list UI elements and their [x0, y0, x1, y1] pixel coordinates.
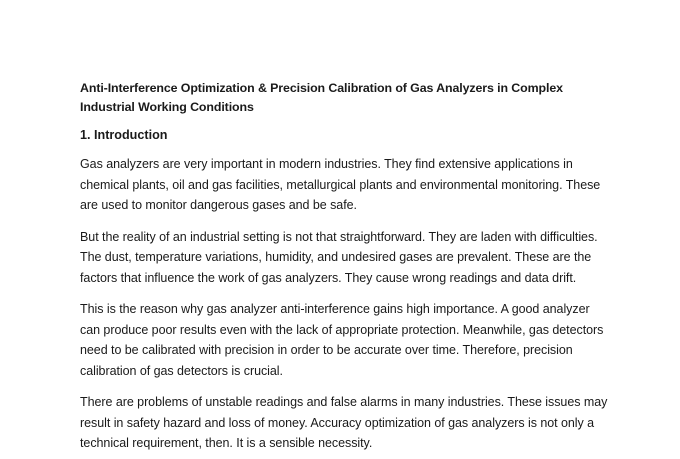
document-body [80, 79, 608, 459]
paragraph: This is the reason why gas analyzer anti-interference gains high importance. A good analyzer can produce poor results even with the lack of appropriate protection. Meanwhile, gas detectors need to be calibrated with precision in order to be accurate over time. Therefore, precision calibration of gas detectors is crucial. [80, 302, 604, 378]
paragraph: But the reality of an industrial setting is not that straightforward. They are laden with difficulties. The dust, temperature variations, humidity, and undesired gases are prevalent. These are the factors that influence the work of gas analyzers. They cause wrong readings and data drift. [80, 229, 598, 285]
paragraph: Gas analyzers are very important in modern industries. They find extensive applications in chemical plants, oil and gas facilities, metallurgical plants and environmental monitoring. These are used to monitor dangerous gases and be safe. [80, 157, 601, 212]
document-title: Anti-Interference Optimization & Precision Calibration of Gas Analyzers in Complex Industrial Working Conditions [80, 81, 563, 114]
section-heading-introduction: 1. Introduction [80, 128, 168, 142]
paragraph: There are problems of unstable readings and false alarms in many industries. These issues may result in safety hazard and loss of money. Accuracy optimization of gas analyzers is not only a technical requirement, then. It is a sensible necessity. [80, 395, 608, 450]
